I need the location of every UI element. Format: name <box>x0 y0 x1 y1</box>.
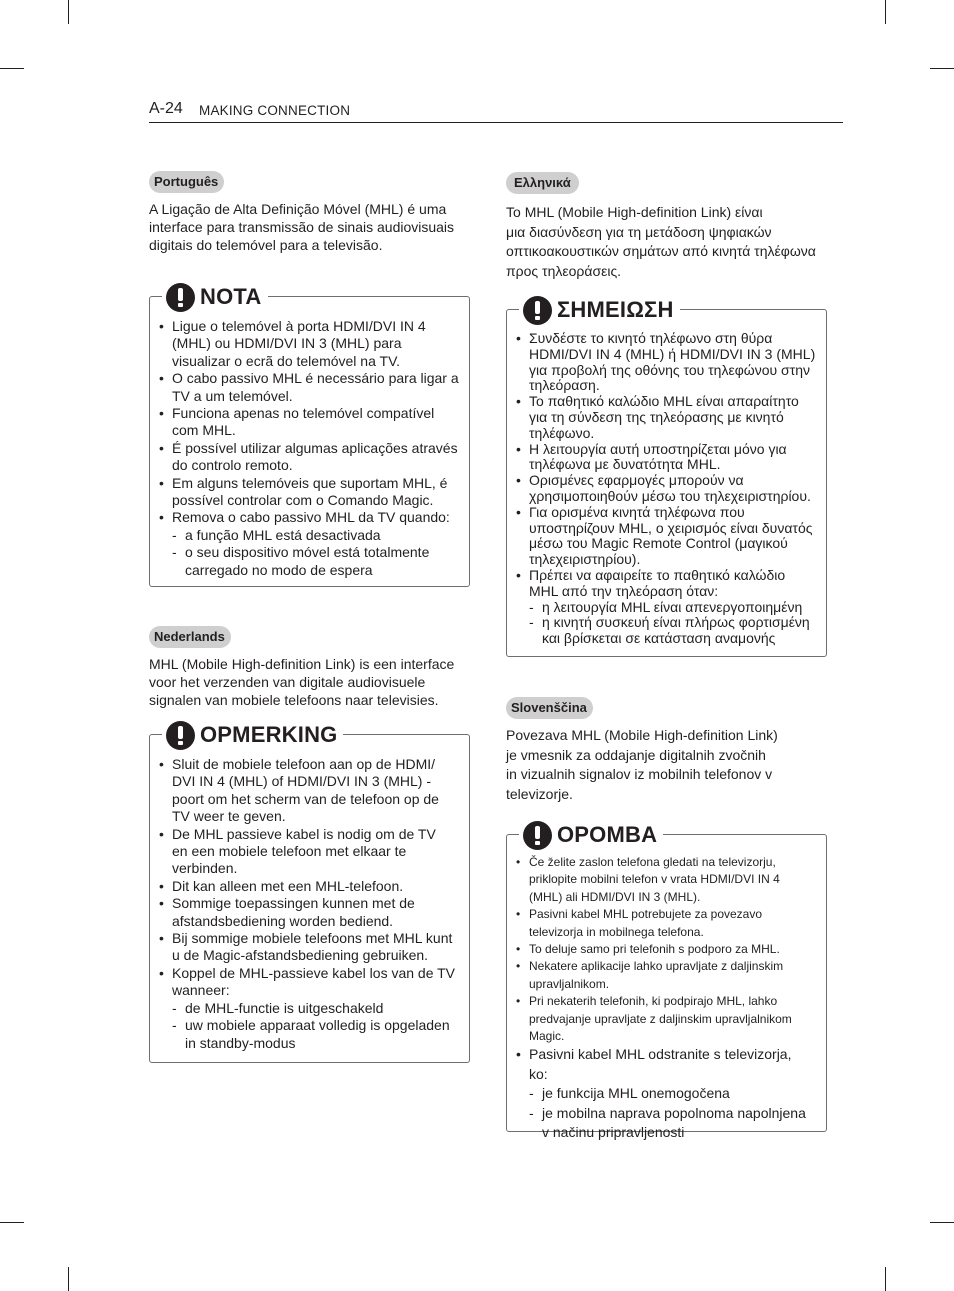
sub-item: - je mobilna naprava popolnoma napolnjena v načinu pripravljenosti <box>529 1104 814 1143</box>
note-heading <box>519 294 680 326</box>
list-item: • Pasivni kabel MHL potrebujete za povezavo televizorja in mobilnega telefona. <box>507 906 814 941</box>
list-item: • Če želite zaslon telefona gledati na televizorju, priklopite mobilni telefon v vrata HDMI/DVI IN 4 (MHL) ali HDMI/DVI IN 3 (MHL). <box>507 854 814 906</box>
crop-mark <box>0 68 24 69</box>
list-item: • Ορισμένες εφαρμογές μπορούν να χρησιμοποιηθούν μέσω του τηλεχειριστηρίου. <box>507 473 818 505</box>
note-box-ellinika <box>506 297 827 657</box>
sub-item: - je funkcija MHL onemogočena <box>529 1084 814 1104</box>
list-item: • Bij sommige mobiele telefoons met MHL kunt u de Magic-afstandsbediening gebruiken. <box>150 930 455 965</box>
sub-item: - η κινητή συσκευή είναι πλήρως φορτισμένη και βρίσκεται σε κατάσταση αναμονής <box>529 615 818 647</box>
list-item: • De MHL passieve kabel is nodig om de TV en een mobiele telefoon met elkaar te verbinden. <box>150 826 455 878</box>
sub-item: - de MHL-functie is uitgeschakeld <box>172 1000 455 1017</box>
language-badge: Slovenščina <box>506 697 593 719</box>
page-header <box>149 100 843 123</box>
list-item: • To deluje samo pri telefonih s podporo za MHL. <box>507 941 814 958</box>
intro-text: MHL (Mobile High-definition Link) is een interface voor het verzenden van digitale audiovisuele signalen van mobiele telefoons naar televisies. <box>149 656 455 708</box>
sub-item: - a função MHL está desactivada <box>172 527 459 544</box>
intro-text: Povezava MHL (Mobile High-definition Link) je vmesnik za oddajanje digitalnih zvočnih in vizualnih signalov iz mobilnih telefonov v televizorje. <box>506 727 778 802</box>
language-badge: Português <box>149 171 224 193</box>
crop-mark <box>930 68 954 69</box>
exclamation-icon <box>166 283 195 312</box>
crop-mark <box>885 0 886 24</box>
list-item: • Ligue o telemóvel à porta HDMI/DVI IN 4 (MHL) ou HDMI/DVI IN 3 (MHL) para visualizar o ecrã do telemóvel na TV. <box>150 318 459 370</box>
section-title: MAKING CONNECTION <box>199 103 351 118</box>
list-item: • Η λειτουργία αυτή υποστηρίζεται μόνο για τηλέφωνα με δυνατότητα MHL. <box>507 442 818 474</box>
note-title: OPMERKING <box>200 722 338 747</box>
intro-text: A Ligação de Alta Definição Móvel (MHL) é uma interface para transmissão de sinais audiovisuais digitais do telemóvel para a televisão. <box>149 201 455 253</box>
section-nederlands <box>149 626 471 709</box>
crop-mark <box>68 0 69 24</box>
crop-mark <box>68 1267 69 1291</box>
list-item: • É possível utilizar algumas aplicações através do controlo remoto. <box>150 440 459 475</box>
page-number: A-24 <box>149 100 183 117</box>
language-badge: Nederlands <box>149 626 231 648</box>
section-slovenscina <box>506 697 828 804</box>
section-ellinika <box>506 172 828 281</box>
exclamation-icon <box>523 296 552 325</box>
language-badge: Ελληνικά <box>506 172 579 194</box>
list-item: • Nekatere aplikacije lahko upravljate z daljinskim upravljalnikom. <box>507 958 814 993</box>
note-heading <box>162 719 343 751</box>
note-box-portugues <box>149 284 470 587</box>
sub-item: - o seu dispositivo móvel está totalmente carregado no modo de espera <box>172 544 459 579</box>
crop-mark <box>930 1222 954 1223</box>
exclamation-icon <box>166 721 195 750</box>
note-box-nederlands <box>149 722 470 1063</box>
exclamation-icon <box>523 821 552 850</box>
list-item: • Pri nekaterih telefonih, ki podpirajo MHL, lahko predvajanje upravljate z daljinskim upravljalnikom Magic. <box>507 993 814 1045</box>
sub-item: - η λειτουργία MHL είναι απενεργοποιημένη <box>529 600 818 616</box>
list-item: • Για ορισμένα κινητά τηλέφωνα που υποστηρίζουν MHL, ο χειρισμός είναι δυνατός μέσω του Magic Remote Control (μαγικού τηλεχειριστηρίου). <box>507 505 818 568</box>
list-item: • Dit kan alleen met een MHL-telefoon. <box>150 878 455 895</box>
list-item: • Em alguns telemóveis que suportam MHL, é possível controlar com o Comando Magic. <box>150 475 459 510</box>
list-item: • Pasivni kabel MHL odstranite s televizorja, ko: - je funkcija MHL onemogočena - je mobilna naprava popolnoma napolnjena v načinu pripravljenosti <box>507 1045 814 1143</box>
list-item: • Funciona apenas no telemóvel compatível com MHL. <box>150 405 459 440</box>
crop-mark <box>885 1267 886 1291</box>
list-item: • Συνδέστε το κινητό τηλέφωνο στη θύρα HDMI/DVI IN 4 (MHL) ή HDMI/DVI IN 3 (MHL) για προβολή της οθόνης του τηλεφώνου στην τηλεόραση. <box>507 331 818 394</box>
section-portugues <box>149 171 471 254</box>
list-item: • Sluit de mobiele telefoon aan op de HDMI/ DVI IN 4 (MHL) of HDMI/DVI IN 3 (MHL) - poort om het scherm van de telefoon op de TV weer te geven. <box>150 756 455 826</box>
list-item: • Πρέπει να αφαιρείτε το παθητικό καλώδιο MHL από την τηλεόραση όταν: - η λειτουργία MHL είναι απενεργοποιημένη - η κινητή συσκευή είναι πλήρως φορτισμένη και βρίσκεται σε κατάσταση αναμονής <box>507 568 818 647</box>
list-item: • O cabo passivo MHL é necessário para ligar a TV a um telemóvel. <box>150 370 459 405</box>
note-title: ΣΗΜΕΙΩΣΗ <box>557 297 674 322</box>
note-box-slovenscina <box>506 822 827 1141</box>
list-item: • Remova o cabo passivo MHL da TV quando: - a função MHL está desactivada - o seu dispositivo móvel está totalmente carregado no modo de espera <box>150 509 459 579</box>
list-item: • Sommige toepassingen kunnen met de afstandsbediening worden bediend. <box>150 895 455 930</box>
note-title: NOTA <box>200 284 262 309</box>
note-heading <box>162 281 268 313</box>
intro-text: Το MHL (Mobile High-definition Link) είναι μια διασύνδεση για τη μετάδοση ψηφιακών οπτικοακουστικών σημάτων από κινητά τηλέφωνα προς τηλεοράσεις. <box>506 204 816 279</box>
list-item: • Koppel de MHL-passieve kabel los van de TV wanneer: - de MHL-functie is uitgeschakeld - uw mobiele apparaat volledig is opgeladen in standby-modus <box>150 965 455 1052</box>
sub-item: - uw mobiele apparaat volledig is opgeladen in standby-modus <box>172 1017 455 1052</box>
note-title: OPOMBA <box>557 822 658 847</box>
crop-mark <box>0 1222 24 1223</box>
note-heading <box>519 819 663 851</box>
list-item: • Το παθητικό καλώδιο MHL είναι απαραίτητο για τη σύνδεση της τηλεόρασης με κινητό τηλέφωνο. <box>507 394 818 441</box>
